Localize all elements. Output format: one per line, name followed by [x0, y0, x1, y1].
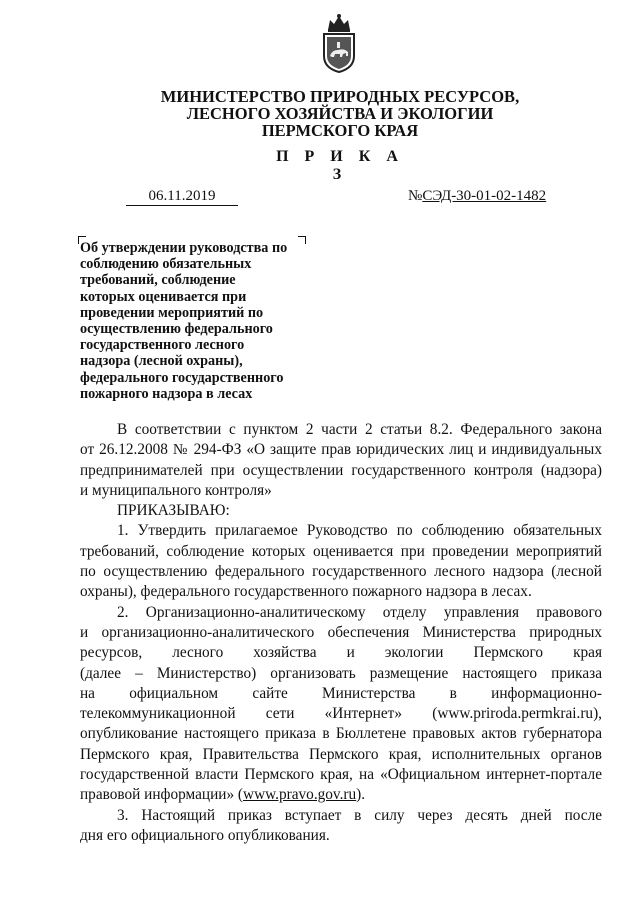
- item2-line: Пермского края, Правительства Пермского края, исполнительных органов: [80, 745, 602, 763]
- order-number: [408, 188, 546, 205]
- coat-of-arms-icon: [318, 12, 360, 74]
- doc-type-title: П Р И К А З: [276, 148, 404, 183]
- intro-line: и муниципального контроля»: [80, 481, 272, 499]
- number-prefix: №: [408, 188, 423, 204]
- order-word: ПРИКАЗЫВАЮ:: [117, 502, 230, 520]
- ministry-name: [140, 88, 540, 139]
- subject-line: осуществлению федерального: [80, 321, 273, 338]
- item1-line: требований, соблюдение которых оценивается при проведении мероприятий: [80, 542, 602, 560]
- subject-line: которых оценивается при: [80, 288, 247, 305]
- ministry-line: МИНИСТЕРСТВО ПРИРОДНЫХ РЕСУРСОВ,: [160, 87, 520, 106]
- item1-line: охраны), федерального государственного пожарного надзора в лесах.: [80, 583, 532, 601]
- item2-last-prefix: правовой информации» (: [80, 786, 244, 804]
- subject-line: государственного лесного: [80, 337, 245, 354]
- subject-line: Об утверждении руководства по: [80, 240, 288, 256]
- item3-line: 3. Настоящий приказ вступает в силу через десять дней после: [117, 806, 602, 824]
- item2-line: ресурсов, лесного хозяйства и экологии Пермского края: [80, 644, 602, 662]
- item2-line: на официальном сайте Министерства в информационно-: [80, 684, 602, 702]
- order-date: 06.11.2019: [126, 188, 238, 206]
- item1-line: 1. Утвердить прилагаемое Руководство по соблюдению обязательных: [117, 522, 602, 540]
- item2-line: опубликование настоящего приказа в Бюллетене правовых актов губернатора: [80, 725, 602, 743]
- item2-last-suffix: ).: [356, 786, 366, 804]
- subject-line: федерального государственного: [80, 369, 284, 386]
- order-subject: [80, 240, 320, 402]
- pravo-link[interactable]: www.pravo.gov.ru: [243, 786, 357, 804]
- item2-line: (далее – Министерство) организовать размещение настоящего приказа: [80, 664, 602, 682]
- ministry-line: ЛЕСНОГО ХОЗЯЙСТВА И ЭКОЛОГИИ: [186, 104, 494, 123]
- order-body: [80, 420, 602, 846]
- ministry-line: ПЕРМСКОГО КРАЯ: [261, 121, 419, 140]
- item3-line: дня его официального опубликования.: [80, 826, 330, 844]
- item2-line: телекоммуникационной сети «Интернет» (www.priroda.permkrai.ru),: [80, 705, 602, 723]
- item2-line: и организационно-аналитического обеспечения Министерства природных: [80, 623, 602, 641]
- subject-line: проведении мероприятий по: [80, 304, 264, 321]
- item2-line: государственной власти Пермского края, на «Официальном интернет-портале: [80, 766, 602, 784]
- subject-line: надзора (лесной охраны),: [80, 353, 243, 370]
- subject-line: пожарного надзора в лесах: [80, 385, 253, 402]
- number-value: СЭД-30-01-02-1482: [422, 188, 547, 204]
- intro-line: предпринимателей при осуществлении государственного контроля (надзора): [80, 461, 602, 479]
- subject-line: требований, соблюдение: [80, 272, 236, 289]
- subject-line: соблюдению обязательных: [80, 256, 252, 273]
- item2-line: 2. Организационно-аналитическому отделу управления правового: [117, 603, 602, 621]
- intro-line: В соответствии с пунктом 2 части 2 статьи 8.2. Федерального закона: [117, 421, 602, 438]
- intro-line: от 26.12.2008 № 294-ФЗ «О защите прав юридических лиц и индивидуальных: [80, 441, 602, 459]
- item1-line: по осуществлению федерального государственного лесного надзора (лесной: [80, 563, 602, 581]
- item2-last-line: [80, 785, 602, 805]
